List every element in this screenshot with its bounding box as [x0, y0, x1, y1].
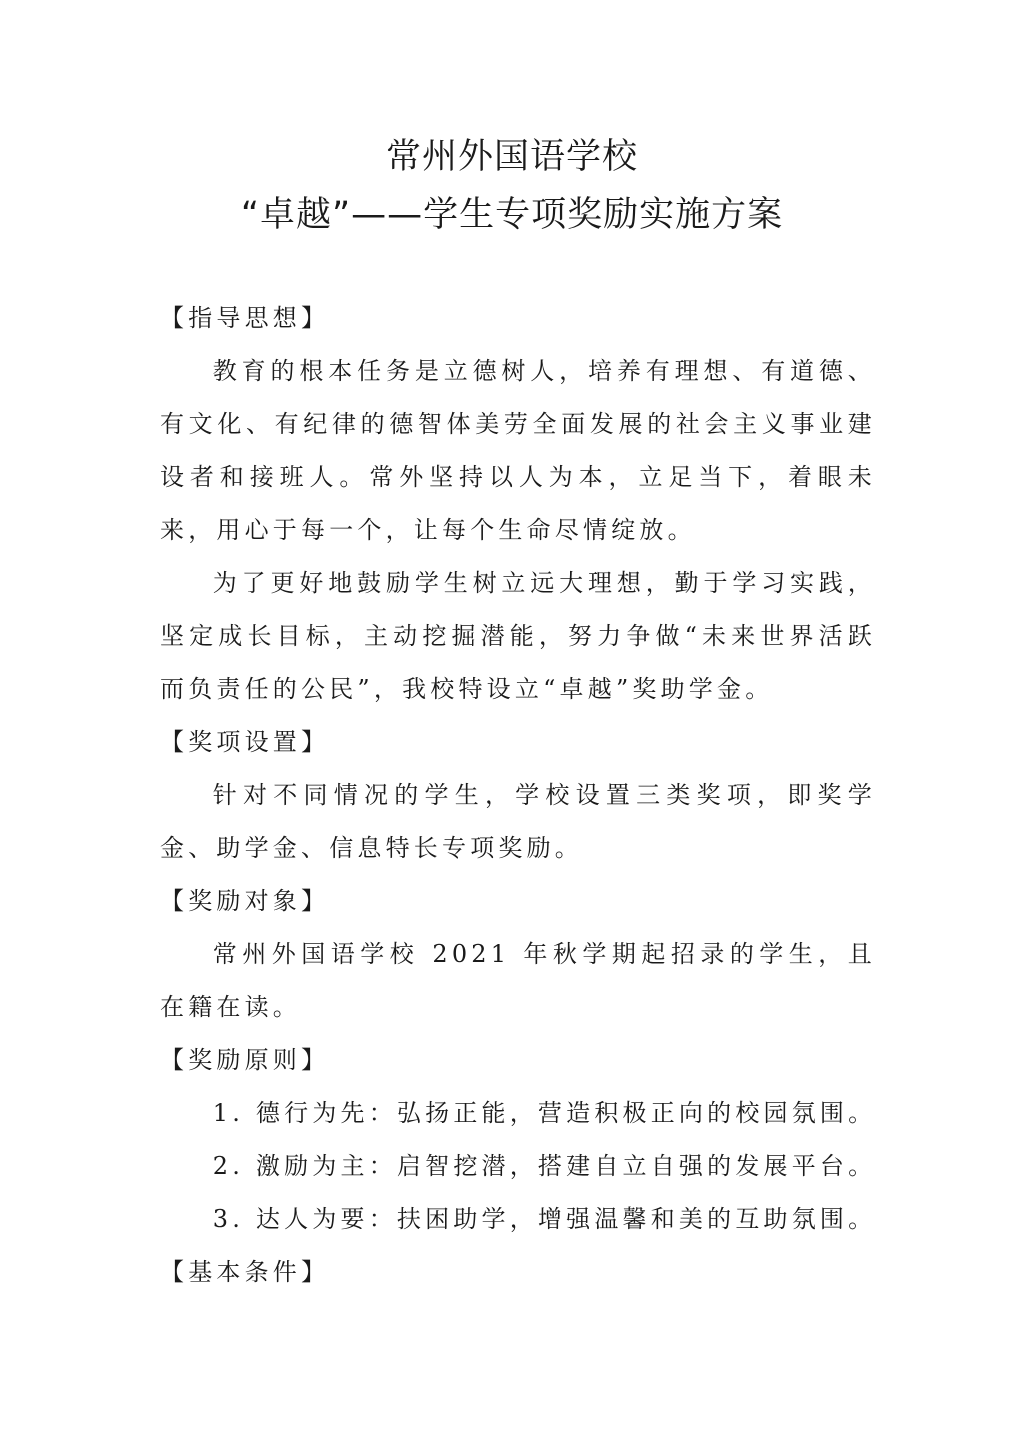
heading-guiding-thought: 【指导思想】 — [160, 304, 330, 332]
paragraph-eligible-students: 常州外国语学校 2021 年秋学期起招录的学生，且在籍在读。 — [160, 940, 876, 1021]
heading-basic-conditions: 【基本条件】 — [160, 1258, 330, 1286]
paragraph-scholarship-purpose: 为了更好地鼓励学生树立远大理想，勤于学习实践，坚定成长目标，主动挖掘潜能，努力争做“未来世界活跃而负责任的公民”，我校特设立“卓越”奖助学金。 — [160, 569, 876, 703]
heading-award-targets: 【奖励对象】 — [160, 887, 330, 915]
paragraph-award-types: 针对不同情况的学生，学校设置三类奖项，即奖学金、助学金、信息特长专项奖励。 — [160, 781, 876, 862]
document-title — [0, 128, 1024, 244]
title-school-name: 常州外国语学校 — [385, 137, 638, 177]
principle-item: 3. 达人为要：扶困助学，增强温馨和美的互助氛围。 — [212, 1205, 877, 1233]
principle-item: 2. 激励为主：启智挖潜，搭建自立自强的发展平台。 — [212, 1152, 877, 1180]
principle-item: 1. 德行为先：弘扬正能，营造积极正向的校园氛围。 — [212, 1099, 877, 1127]
heading-award-setup: 【奖项设置】 — [160, 728, 330, 756]
document-body — [160, 292, 876, 1299]
heading-award-principles: 【奖励原则】 — [160, 1046, 330, 1074]
paragraph-education-mission: 教育的根本任务是立德树人，培养有理想、有道德、有文化、有纪律的德智体美劳全面发展的社会主义事业建设者和接班人。常外坚持以人为本，立足当下，着眼未来，用心于每一个，让每个生命尽情绽放。 — [160, 357, 876, 544]
title-program-name: “卓越”——学生专项奖励实施方案 — [240, 195, 784, 235]
